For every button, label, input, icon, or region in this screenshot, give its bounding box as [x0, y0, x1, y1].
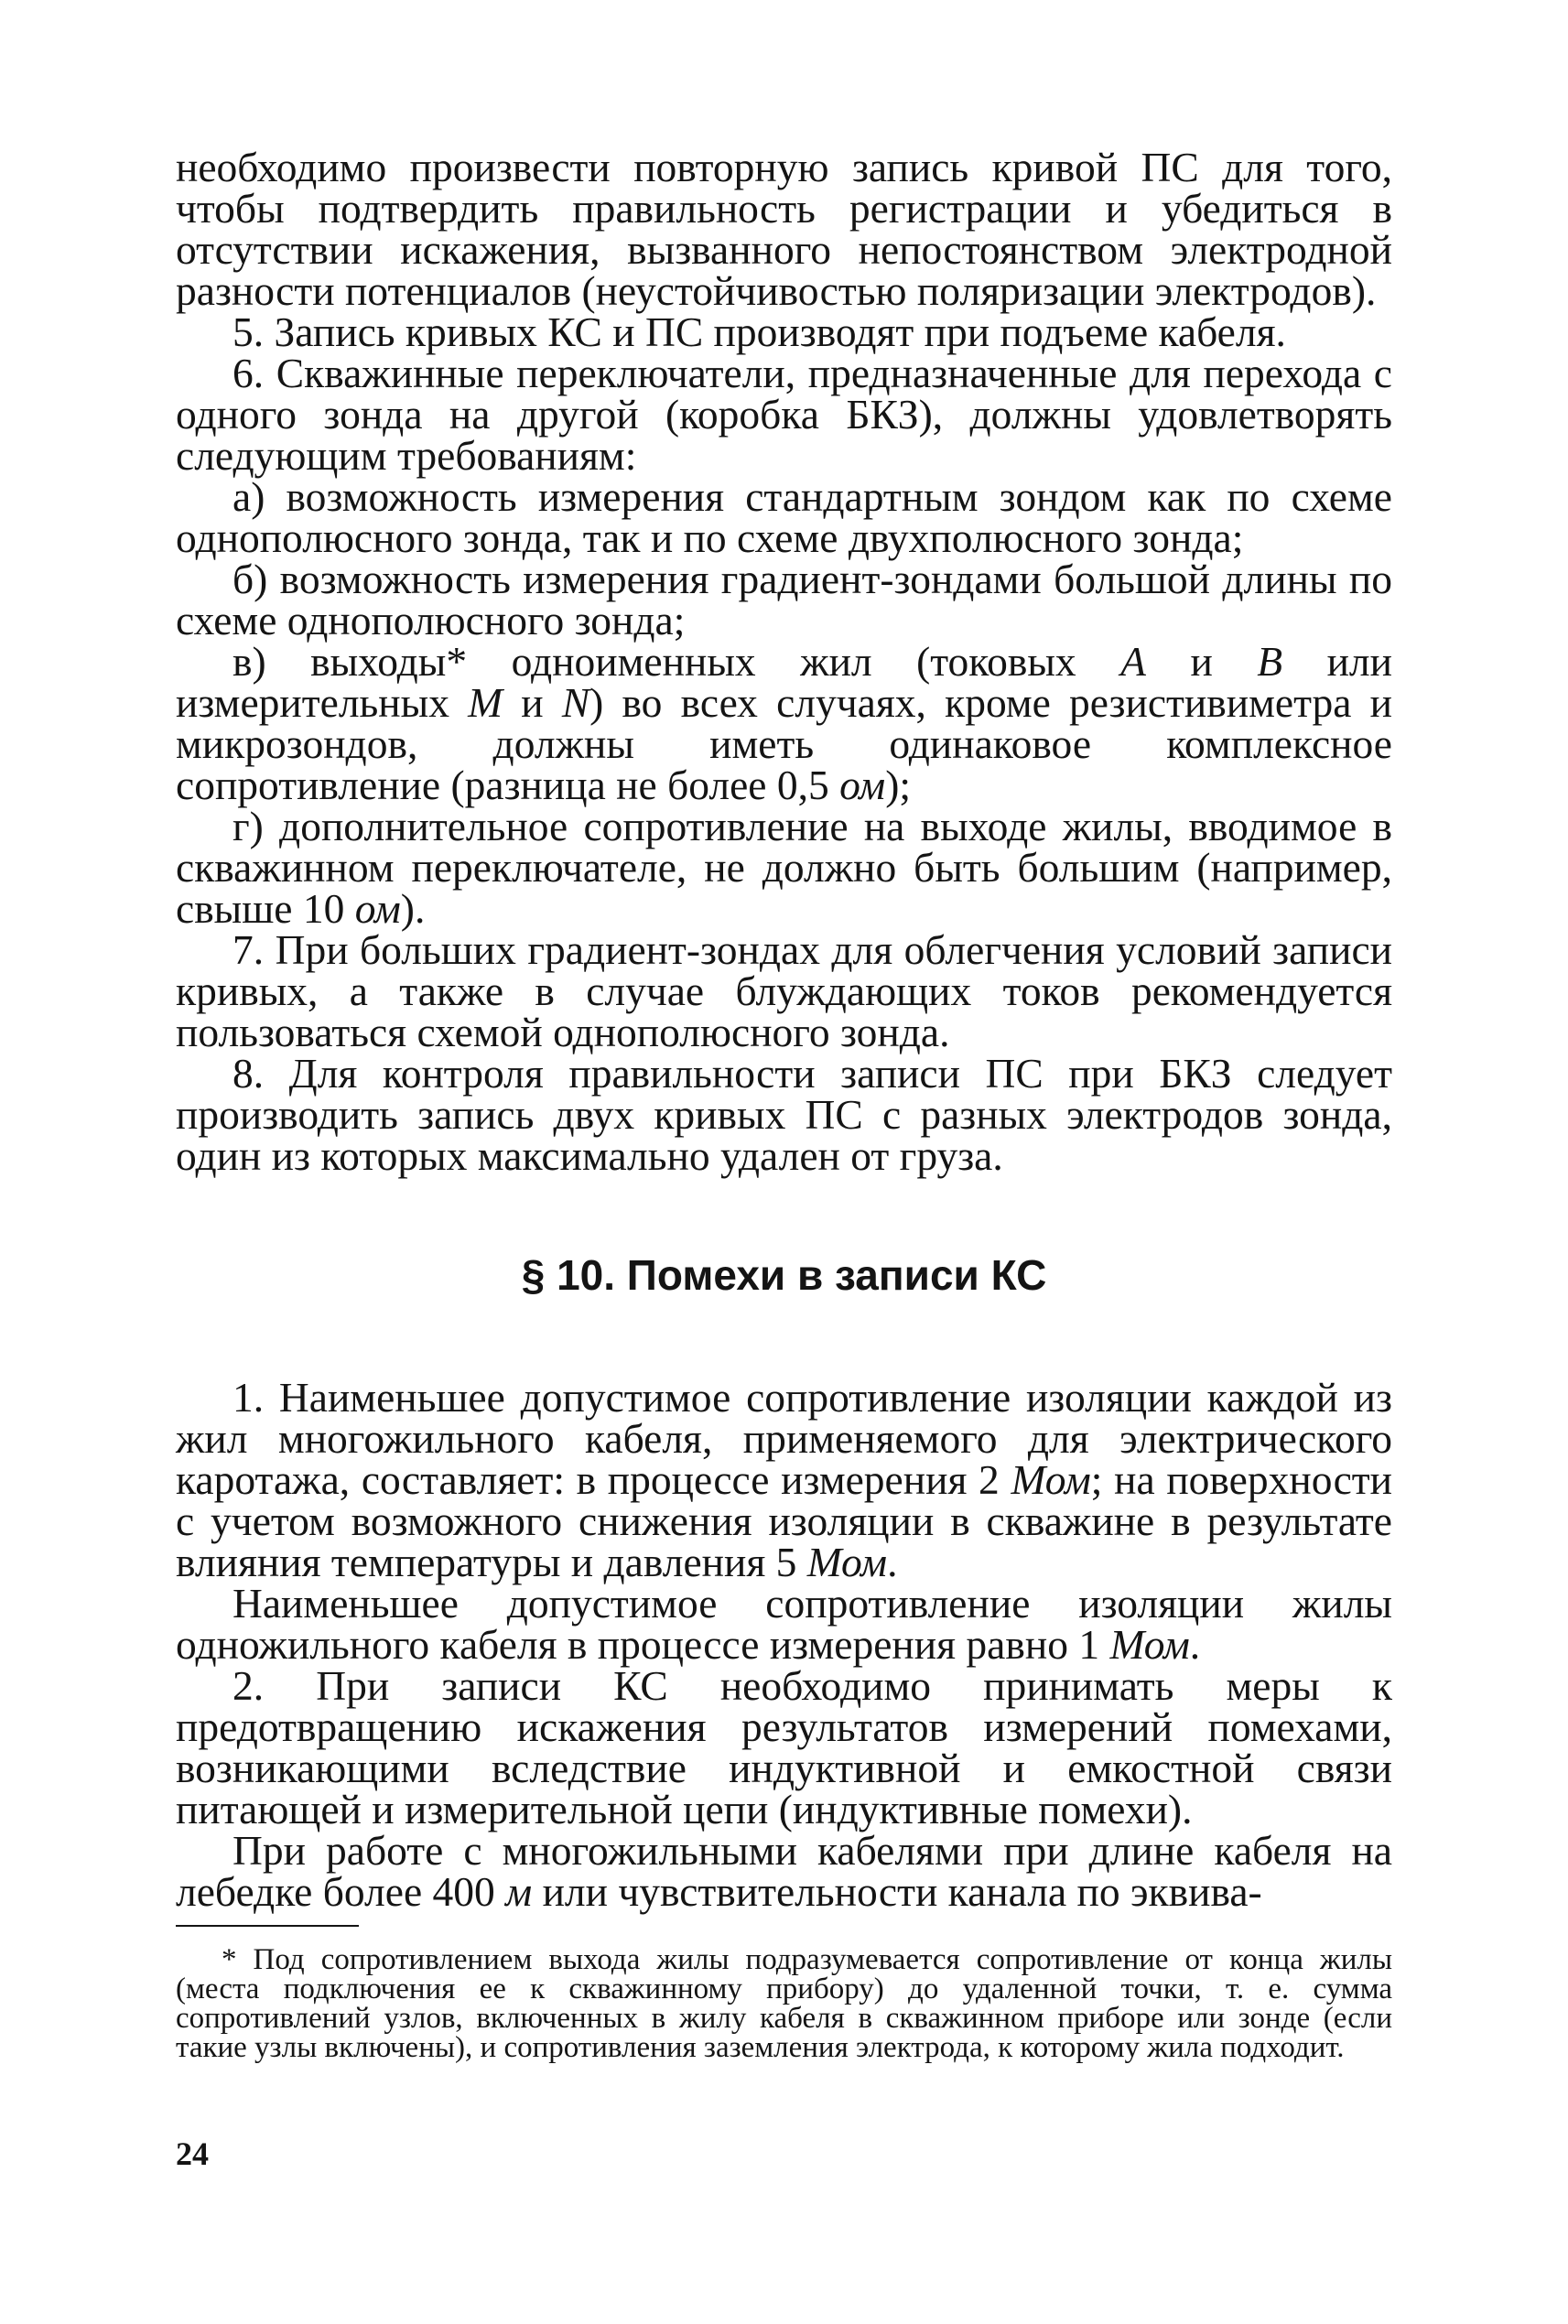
italic-run: M [468, 679, 503, 726]
text-run: а) возможность измерения стандартным зондом как по схеме однополюсного зонда, так и по схеме двухполюсного зонда; [176, 473, 1392, 561]
italic-run: A [1120, 638, 1146, 685]
text-run: 5. Запись кривых КС и ПС производят при подъеме кабеля. [232, 308, 1286, 355]
text-run: ); [885, 762, 911, 808]
paragraph [176, 1580, 1392, 1668]
italic-run: ом [354, 885, 401, 932]
paragraph [176, 308, 1392, 355]
text-run: . [887, 1539, 898, 1585]
italic-run: м [505, 1868, 533, 1915]
footnote: * Под сопротивлением выхода жилы подразумевается сопротивление от конца жилы (места подключения ее к скважинному прибору) до удаленной точки, т. е. сумма сопротивлений узлов, включенных в жилу кабеля в скважинном приборе или зонде (если такие узлы включены), и сопротивления заземления электрода, к которому жила подходит. [176, 1943, 1392, 2064]
text-run: в) выходы* одноименных жил (токовых [232, 638, 1121, 685]
text-run: б) возможность измерения градиент-зондами большой длины по схеме однополюсного зонда; [176, 556, 1392, 643]
paragraph [176, 144, 1392, 314]
italic-run: Мом [806, 1539, 888, 1585]
paragraph [176, 350, 1392, 479]
text-run: Наименьшее допустимое сопротивление изоляции жилы одножильного кабеля в процессе измерения равно 1 [176, 1580, 1392, 1668]
footnote-divider [176, 1925, 359, 1927]
text-run: . [1189, 1621, 1201, 1668]
text-run: 8. Для контроля правильности записи ПС при БКЗ следует производить запись двух кривых ПС с разных электродов зонда, один из которых максимально удален от груза. [176, 1050, 1392, 1179]
italic-run: Мом [1109, 1621, 1190, 1668]
body-text-top [176, 144, 1392, 1179]
body-text-section [176, 1374, 1392, 1915]
text-run: 7. При больших градиент-зондах для облегчения условий записи кривых, а также в случае блуждающих токов рекомендуется пользоваться схемой однополюсного зонда. [176, 926, 1392, 1055]
paragraph [176, 638, 1392, 808]
paragraph [176, 473, 1392, 561]
text-run: или измерительных [176, 638, 1392, 726]
text-run: г) дополнительное сопротивление на выходе жилы, вводимое в скважинном переключателе, не должно быть большим (например, свыше 10 [176, 803, 1392, 932]
text-run: ) во всех случаях, кроме резистивиметра и микрозондов, должны иметь одинаковое комплексное сопротивление (разница не более 0,5 [176, 679, 1392, 808]
text-run: ; на поверхности с учетом возможного снижения изоляции в скважине в результате влияния температуры и давления 5 [176, 1456, 1392, 1585]
text-run: или чувствительности канала по эквива- [532, 1868, 1262, 1915]
text-run: При работе с многожильными кабелями при длине кабеля на лебедке более 400 [176, 1827, 1392, 1915]
italic-run: N [561, 679, 590, 726]
paragraph [176, 926, 1392, 1055]
paragraph [176, 1374, 1392, 1585]
paragraph [176, 1827, 1392, 1915]
paragraph [176, 1662, 1392, 1832]
text-run: 2. При записи КС необходимо принимать меры к предотвращению искажения результатов измерений помехами, возникающими вследствие индуктивной и емкостной связи питающей и измерительной цепи (индуктивные помехи). [176, 1662, 1392, 1832]
text-run: необходимо произвести повторную запись кривой ПС для того, чтобы подтвердить правильность регистрации и убедиться в отсутствии искажения, вызванного непостоянством электродной разности потенциалов (неустойчивостью поляризации электродов). [176, 144, 1392, 314]
italic-run: ом [839, 762, 886, 808]
page-number: 24 [176, 2135, 209, 2172]
text-run: ). [400, 885, 426, 932]
text-run: и [503, 679, 562, 726]
section-heading: § 10. Помехи в записи КС [521, 1251, 1047, 1299]
paragraph [176, 558, 1392, 641]
text-run: и [1145, 638, 1258, 685]
italic-run: B [1257, 638, 1283, 685]
paragraph [176, 803, 1392, 932]
paragraph [176, 1050, 1392, 1179]
italic-run: Мом [1011, 1456, 1091, 1503]
text-run: 1. Наименьшее допустимое сопротивление изоляции каждой из жил многожильного кабеля, применяемого для электрического каротажа, составляет: в процессе измерения 2 [176, 1374, 1392, 1503]
text-run: 6. Скважинные переключатели, предназначенные для перехода с одного зонда на другой (коробка БКЗ), должны удовлетворять следующим требованиям: [176, 350, 1392, 479]
